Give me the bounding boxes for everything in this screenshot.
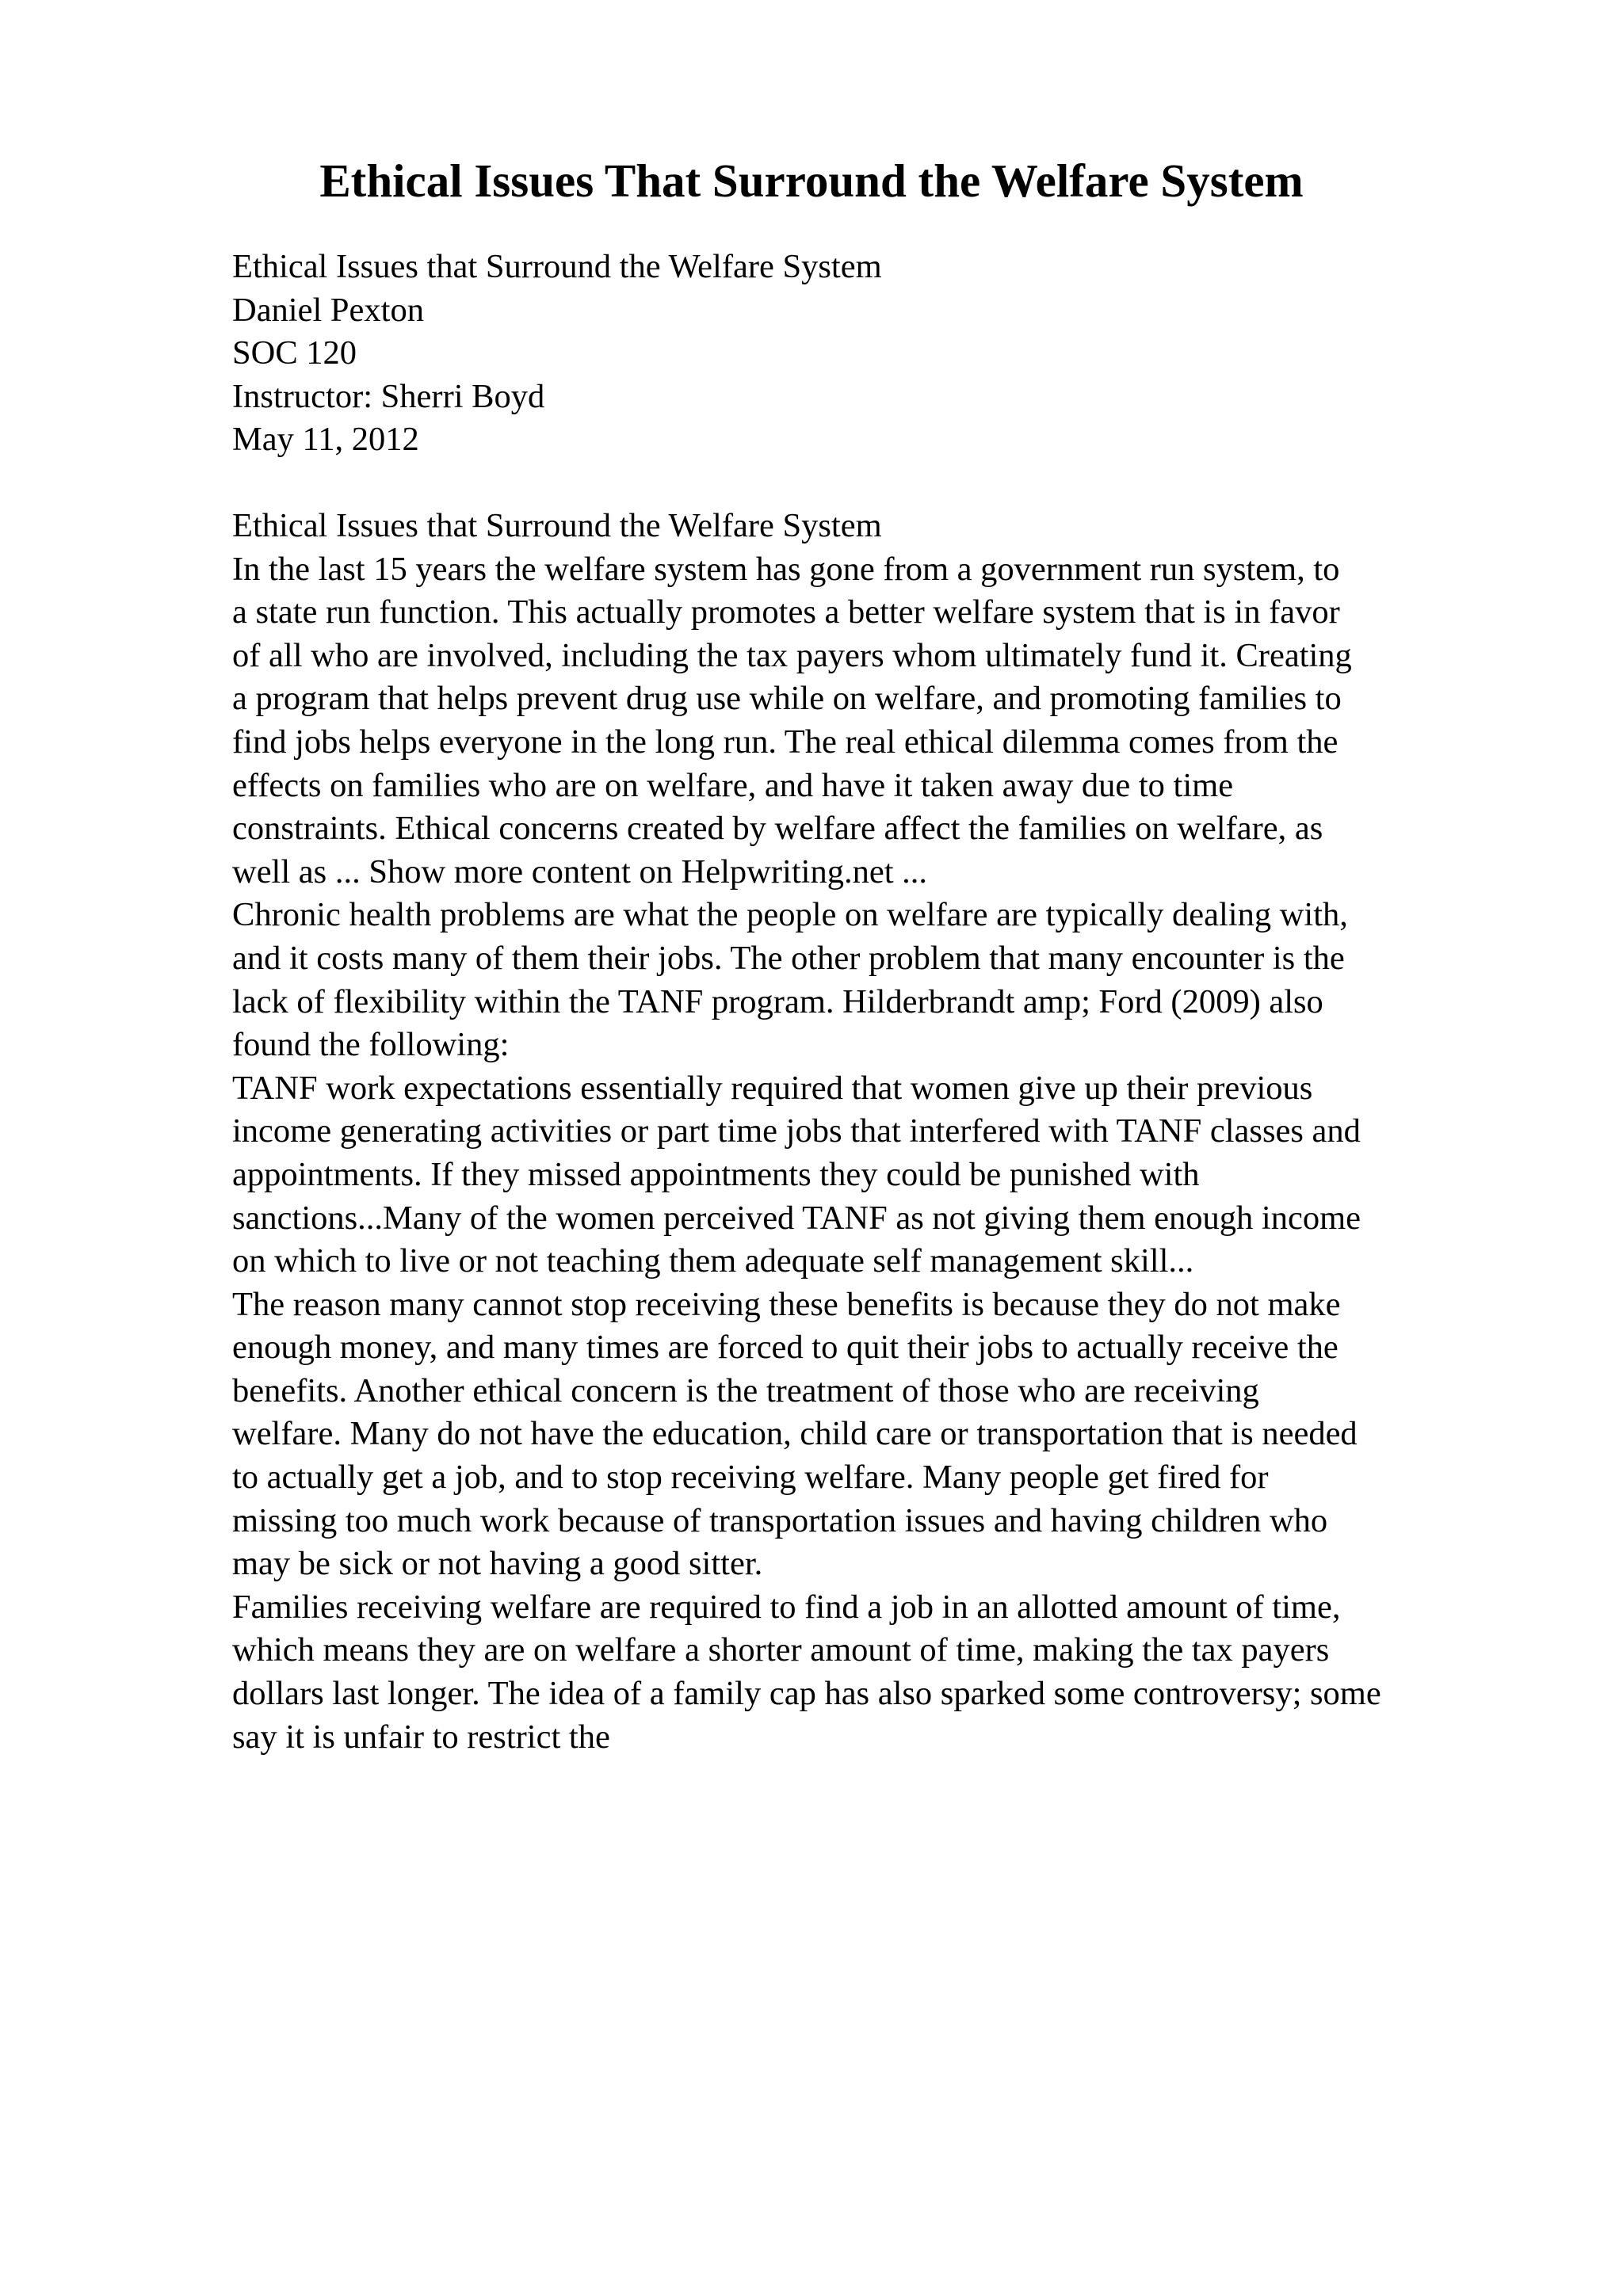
body-line: found the following:: [232, 1026, 510, 1064]
body-line: sanctions...Many of the women perceived TANF as not giving them enough income: [232, 1199, 1361, 1237]
body-line: constraints. Ethical concerns created by welfare affect the families on welfare, as: [232, 810, 1323, 848]
body-line: enough money, and many times are forced to quit their jobs to actually receive the: [232, 1329, 1338, 1367]
header-instructor: Instructor: Sherri Boyd: [232, 377, 545, 415]
body-line: missing too much work because of transportation issues and having children who: [232, 1501, 1328, 1539]
body-line: welfare. Many do not have the education, child care or transportation that is needed: [232, 1415, 1358, 1453]
body-line: Chronic health problems are what the people on welfare are typically dealing with,: [232, 896, 1348, 934]
header-date: May 11, 2012: [232, 421, 419, 459]
header-course: SOC 120: [232, 334, 357, 372]
body-line: which means they are on welfare a shorter amount of time, making the tax payers: [232, 1631, 1330, 1669]
body-line: a program that helps prevent drug use while on welfare, and promoting families to: [232, 680, 1342, 718]
body-line: TANF work expectations essentially required that women give up their previous: [232, 1069, 1313, 1107]
body-line: benefits. Another ethical concern is the treatment of those who are receiving: [232, 1371, 1259, 1409]
body-line: appointments. If they missed appointments they could be punished with: [232, 1155, 1200, 1193]
document-header: [232, 246, 1516, 462]
body-line: effects on families who are on welfare, and have it taken away due to time: [232, 766, 1234, 804]
header-essay-title: Ethical Issues that Surround the Welfare System: [232, 248, 882, 285]
body-line: income generating activities or part time jobs that interfered with TANF classes and: [232, 1112, 1361, 1150]
body-line: may be sick or not having a good sitter.: [232, 1545, 763, 1583]
body-line: and it costs many of them their jobs. The other problem that many encounter is the: [232, 939, 1345, 977]
body-line: find jobs helps everyone in the long run. The real ethical dilemma comes from the: [232, 723, 1338, 761]
document-body: [232, 505, 1516, 1759]
body-line: say it is unfair to restrict the: [232, 1718, 610, 1756]
body-line: dollars last longer. The idea of a family cap has also sparked some controversy; some: [232, 1675, 1381, 1713]
header-author: Daniel Pexton: [232, 291, 424, 329]
body-line: of all who are involved, including the tax payers whom ultimately fund it. Creating: [232, 636, 1352, 674]
body-line: to actually get a job, and to stop receiving welfare. Many people get fired for: [232, 1459, 1269, 1497]
body-line: on which to live or not teaching them adequate self management skill...: [232, 1242, 1194, 1280]
body-line: The reason many cannot stop receiving these benefits is because they do not make: [232, 1285, 1341, 1323]
body-line: a state run function. This actually promotes a better welfare system that is in favor: [232, 593, 1340, 631]
body-line: Ethical Issues that Surround the Welfare System: [232, 507, 882, 544]
body-line: Families receiving welfare are required to find a job in an allotted amount of time,: [232, 1588, 1341, 1626]
body-line: well as ... Show more content on Helpwriting.net ...: [232, 852, 927, 891]
document-title: Ethical Issues That Surround the Welfare System: [319, 154, 1304, 207]
body-line: lack of flexibility within the TANF program. Hilderbrandt amp; Ford (2009) also: [232, 982, 1323, 1020]
body-line: In the last 15 years the welfare system has gone from a government run system, to: [232, 550, 1340, 588]
